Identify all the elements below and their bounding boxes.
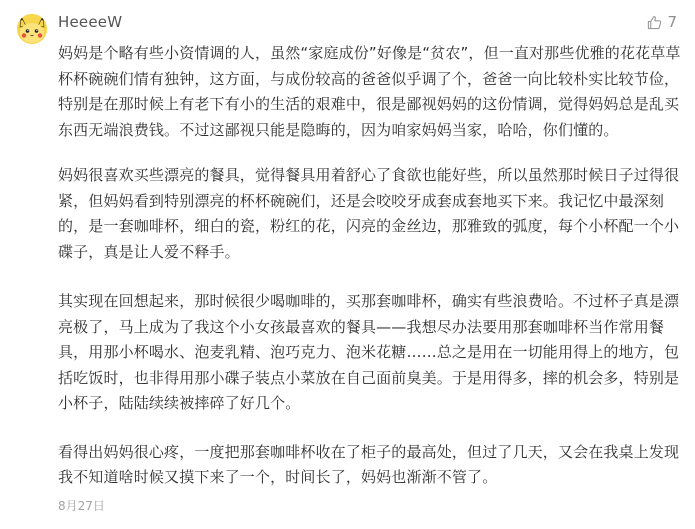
avatar[interactable] xyxy=(17,14,47,44)
pikachu-avatar-icon xyxy=(17,14,47,44)
like-button[interactable] xyxy=(647,13,677,31)
comment-date: 8月27日 xyxy=(58,499,105,513)
paragraph: 其实现在回想起来，那时候很少喝咖啡的，买那套咖啡杯，确实有些浪费哈。不过杯子真是漂亮极了，马上成为了我这个小女孩最喜欢的餐具——我想尽办法要用那套咖啡杯当作常用餐具，用那小杯喝水、泡麦乳精、泡巧克力、泡米花糖……总之是用在一切能用得上的地方，包括吃饭时，也非得用那小碟子装点小菜放在自己面前臭美。于是用得多，摔的机会多，特别是小杯子，陆陆续续被摔碎了好几个。 xyxy=(58,292,680,412)
paragraph: 妈妈是个略有些小资情调的人，虽然“家庭成份”好像是“贫农”，但一直对那些优雅的花花草草杯杯碗碗们情有独钟，这方面，与成份较高的爸爸似乎调了个，爸爸一向比较朴实比较节俭，特别是在那时候上有老下有小的生活的艰难中，很是鄙视妈妈的这份情调，觉得妈妈总是乱买东西无端浪费钱。不过这鄙视只能是隐晦的，因为咱家妈妈当家，哈哈，你们懂的。 xyxy=(58,44,681,139)
paragraph: 看得出妈妈很心疼，一度把那套咖啡杯收在了柜子的最高处，但过了几天，又会在我桌上发现我不知道啥时候又摸下来了一个，时间长了，妈妈也渐渐不管了。 xyxy=(58,442,680,486)
username[interactable]: HeeeeW xyxy=(58,13,123,31)
comment-body xyxy=(58,41,682,491)
paragraph: 妈妈很喜欢买些漂亮的餐具，觉得餐具用着舒心了食欲也能好些，所以虽然那时候日子过得很紧，但妈妈看到特别漂亮的杯杯碗碗们，还是会咬咬牙成套成套地买下来。我记忆中最深刻的，是一套咖啡杯，细白的瓷，粉红的花，闪亮的金丝边，那雅致的弧度，每个小杯配一个小碟子，真是让人爱不释手。 xyxy=(58,166,680,261)
like-count: 7 xyxy=(667,13,677,31)
thumbs-up-icon xyxy=(647,15,662,30)
